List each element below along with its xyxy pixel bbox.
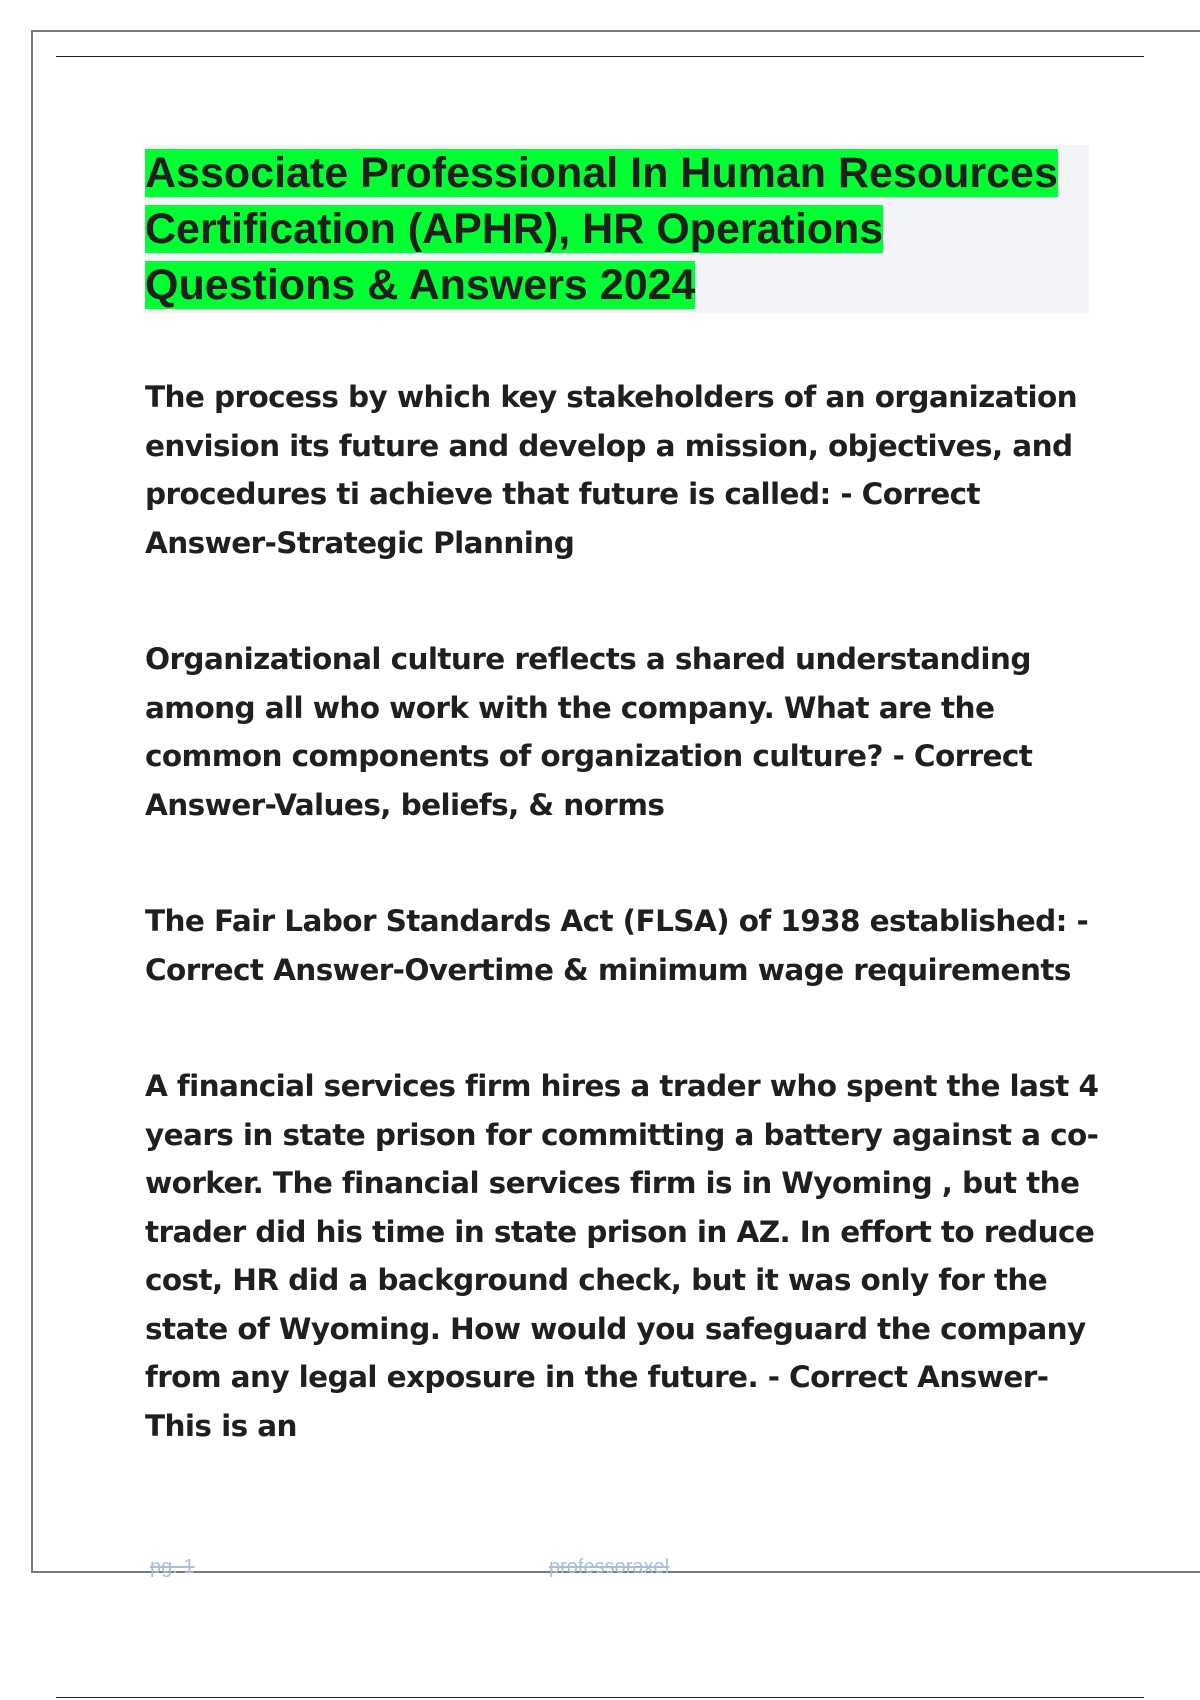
qa-item: The process by which key stakeholders of an organization envision its future and develop a mission, objectives, and procedures ti achieve that future is called: - Correct Answer-Strategic Planning <box>145 380 1078 560</box>
qa-list <box>145 373 1105 1518</box>
top-rule <box>56 56 1144 57</box>
qa-item: The Fair Labor Standards Act (FLSA) of 1938 established: - Correct Answer-Overtime & minimum wage requirements <box>145 904 1089 987</box>
document-title <box>145 145 1089 313</box>
bottom-rule <box>56 1697 1144 1698</box>
qa-item: A financial services firm hires a trader who spent the last 4 years in state prison for committing a battery against a co-worker. The financial services firm is in Wyoming , but the trader did his time in state prison in AZ. In effort to reduce cost, HR did a background check, but it was only for the state of Wyoming. How would you safeguard the company from any legal exposure in the future. - Correct Answer-This is an <box>145 1069 1099 1443</box>
document-title-text: Associate Professional In Human Resources Certification (APHR), HR Operations Questions & Answers 2024 <box>145 149 1058 309</box>
title-block <box>145 145 1089 313</box>
footer-author: professoraxel <box>549 1556 670 1578</box>
qa-item: Organizational culture reflects a shared understanding among all who work with the company. What are the common components of organization culture? - Correct Answer-Values, beliefs, & norms <box>145 642 1033 822</box>
footer-page-number: pg. 1 <box>150 1556 195 1578</box>
